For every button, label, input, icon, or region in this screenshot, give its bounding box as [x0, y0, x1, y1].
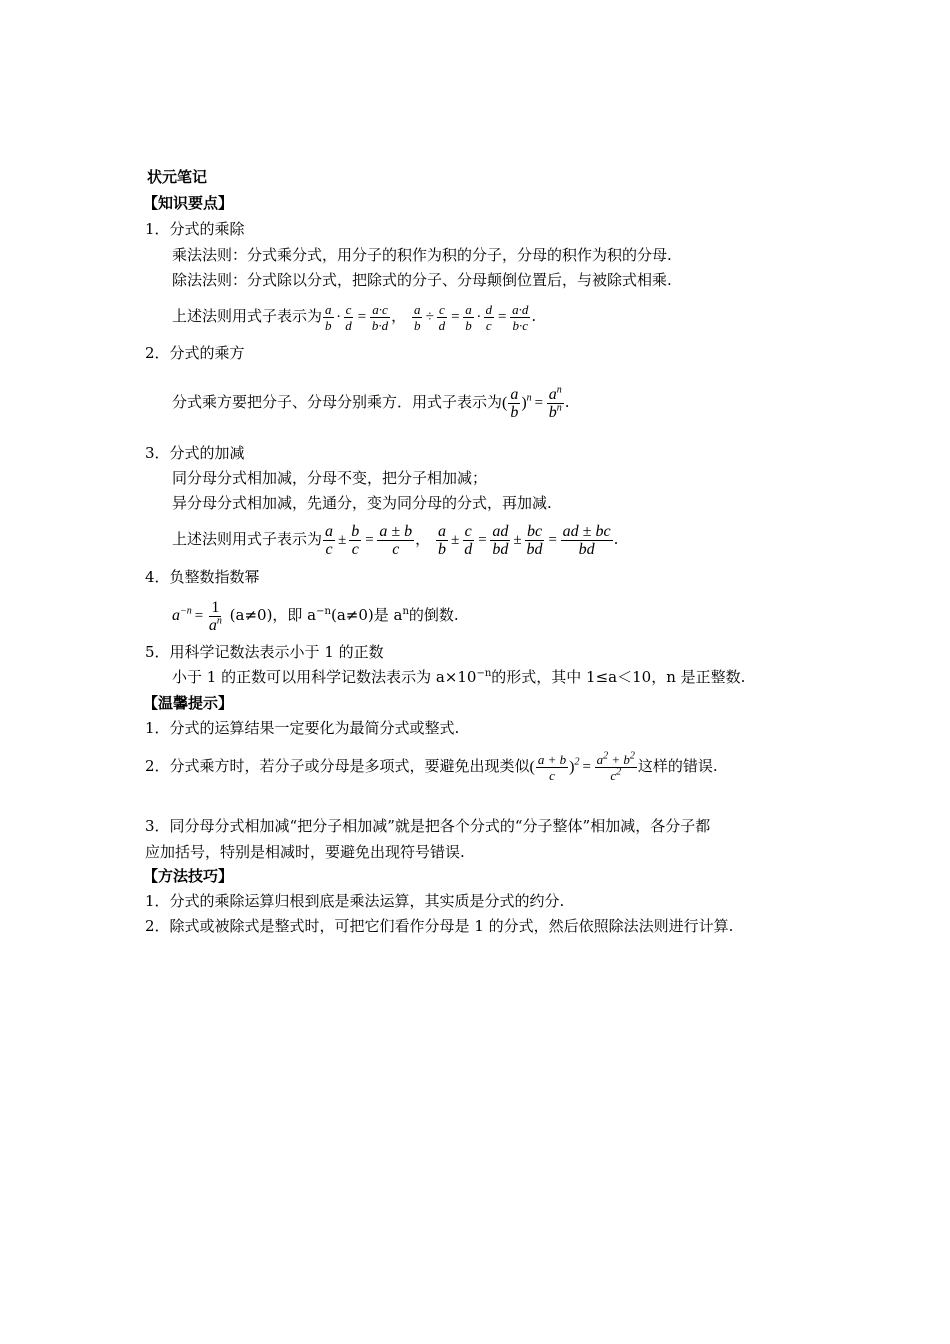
k4-formula: $a^{-n}$ = $\frac{1}{a^n}$ [172, 598, 222, 634]
k5-text-b: 的形式，其中 1≤a＜10，n 是正整数. [491, 668, 746, 686]
k3-sep: ， [415, 530, 431, 548]
k3-line1: 同分母分式相加减，分母不变，把分子相加减； [172, 469, 488, 487]
method-2: 2．除式或被除式是整式时，可把它们看作分母是 1 的分式，然后依照除法法则进行计算. [145, 917, 734, 935]
k5-text: 小于 1 的正数可以用科学记数法表示为 $a\times 10^{-n}$的形式，其中 1≤a＜10，n 是正整数. [172, 668, 746, 686]
k5-text-a: 小于 1 的正数可以用科学记数法表示为 a×10 [172, 668, 477, 686]
k1-formula-line [172, 296, 536, 337]
k1-end: . [531, 307, 537, 325]
tip-2 [145, 743, 718, 790]
tip-3-line2: 应加括号，特别是相减时，要避免出现符号错误. [145, 843, 465, 861]
k1-sep: ， [391, 307, 407, 325]
k4-heading: 4．负整数指数幂 [145, 568, 260, 586]
k3-formula-line [172, 516, 618, 563]
tip-1: 1．分式的运算结果一定要化为最简分式或整式. [145, 719, 460, 737]
k3-line2: 异分母分式相加减，先通分，变为同分母的分式，再加减. [172, 494, 552, 512]
tip-2-formula: ( $\frac{a + b}{c}$ )$^2$ = $\frac{a^2 + b^2}{c^2}$ [529, 750, 635, 783]
k3-end: . [613, 530, 619, 548]
k3-formula-prefix: 上述法则用式子表示为 [172, 530, 323, 548]
k4-formula-line: $a^{-n}$ = $\frac{1}{a^n}$ (a≠0)，即 $a^{-n}(a\ne 0)$是 $a^n$的倒数. [172, 598, 459, 634]
k3-formula-diff: $\frac{a}{b}$ ± $\frac{c}{d}$ = $\frac{ad}{bd}$ ± $\frac{bc}{bd}$ = $\frac{ad \pm bc}{bd}$ [437, 522, 611, 558]
k3-heading: 3．分式的加减 [145, 444, 245, 462]
k2-text: 分式乘方要把分子、分母分别乘方．用式子表示为 [172, 393, 503, 411]
k4-tail: 的倒数. [408, 606, 459, 624]
k1-formula-prefix: 上述法则用式子表示为 [172, 307, 323, 325]
k5-heading: 5．用科学记数法表示小于 1 的正数 [145, 643, 384, 661]
k2-end: . [564, 393, 570, 411]
k2-heading: 2．分式的乘方 [145, 344, 245, 362]
section-methods: 【方法技巧】 [143, 867, 234, 885]
k2-formula: ( $\frac{a}{b}$ )$^n$ = $\frac{a^n}{b^n}$ [502, 384, 562, 421]
tip-2-suffix: 这样的错误. [637, 757, 718, 775]
k1-rule-mul: 乘法法则：分式乘分式，用分子的积作为积的分子，分母的积作为积的分母. [172, 246, 672, 264]
page-title: 状元笔记 [147, 168, 208, 186]
k1-rule-div: 除法法则：分式除以分式，把除式的分子、分母颠倒位置后，与被除式相乘. [172, 271, 672, 289]
k1-formula-div: $\frac{a}{b}$ ÷ $\frac{c}{d}$ = $\frac{a}{b}$ · $\frac{d}{c}$ = $\frac{a\cdot d}{b\cdot c}$ [413, 301, 529, 333]
k2-formula-line [172, 378, 570, 427]
k3-formula-same: $\frac{a}{c}$ ± $\frac{b}{c}$ = $\frac{a \pm b}{c}$ [325, 522, 413, 558]
k1-formula-mul: $\frac{a}{b}$ · $\frac{c}{d}$ = $\frac{a\cdot c}{b\cdot d}$ [325, 301, 389, 333]
section-knowledge: 【知识要点】 [143, 194, 234, 212]
tip-3-line1: 3．同分母分式相加减“把分子相加减”就是把各个分式的“分子整体”相加减，各分子都 [145, 817, 711, 835]
k4-cond: (a≠0)，即 a [229, 606, 317, 624]
k1-heading: 1．分式的乘除 [145, 220, 245, 238]
method-1: 1．分式的乘除运算归根到底是乘法运算，其实质是分式的约分. [145, 892, 565, 910]
k4-cond2: (a≠0)是 a [330, 606, 403, 624]
tip-2-prefix: 2．分式乘方时，若分子或分母是多项式，要避免出现类似 [145, 757, 530, 775]
section-tips: 【温馨提示】 [143, 694, 234, 712]
